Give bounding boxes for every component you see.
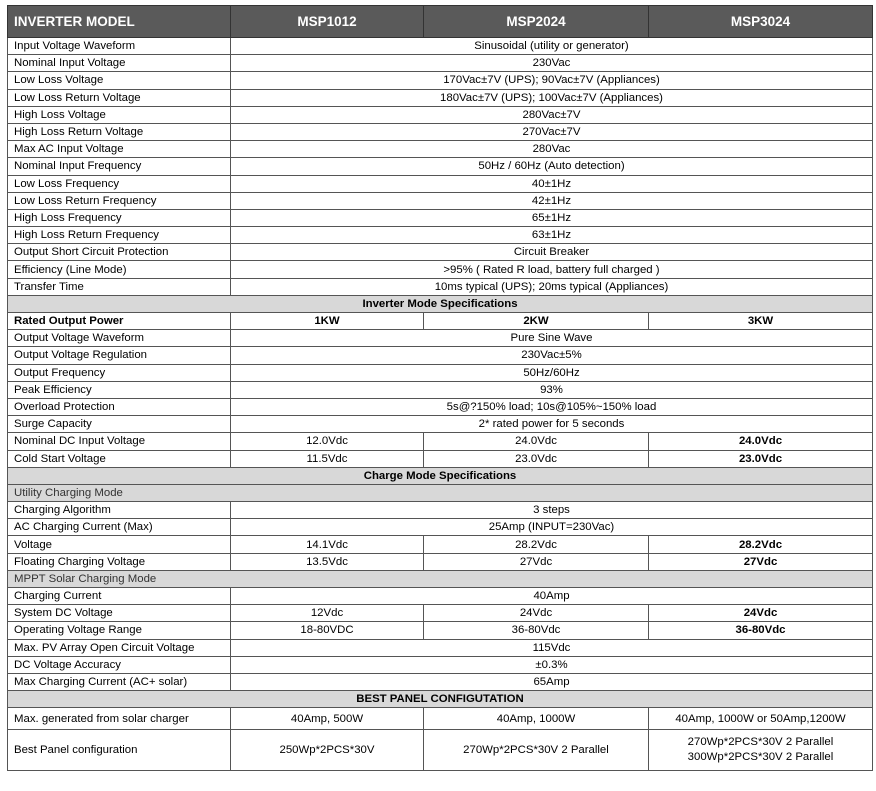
- spec-label: High Loss Return Voltage: [8, 123, 231, 140]
- spec-value: 42±1Hz: [231, 192, 873, 209]
- subsection-utility: [8, 484, 873, 501]
- spec-row: [8, 158, 873, 175]
- spec-value: 50Hz / 60Hz (Auto detection): [231, 158, 873, 175]
- spec-row: [8, 588, 873, 605]
- spec-label: AC Charging Current (Max): [8, 519, 231, 536]
- spec-label: Transfer Time: [8, 278, 231, 295]
- spec-label: Max. generated from solar charger: [8, 708, 231, 730]
- spec-row: [8, 416, 873, 433]
- spec-value: 1KW: [231, 313, 424, 330]
- spec-value: 23.0Vdc: [649, 450, 873, 467]
- table-header: [8, 6, 873, 38]
- spec-row: [8, 553, 873, 570]
- spec-row: [8, 708, 873, 730]
- spec-value: 23.0Vdc: [424, 450, 649, 467]
- spec-value: 24.0Vdc: [424, 433, 649, 450]
- spec-label: Charging Algorithm: [8, 502, 231, 519]
- spec-value: 170Vac±7V (UPS); 90Vac±7V (Appliances): [231, 72, 873, 89]
- spec-value: 10ms typical (UPS); 20ms typical (Appliances): [231, 278, 873, 295]
- spec-label: Nominal Input Voltage: [8, 55, 231, 72]
- spec-value: 3 steps: [231, 502, 873, 519]
- model-name: MSP1012: [231, 6, 424, 38]
- spec-value: 230Vac±5%: [231, 347, 873, 364]
- model-name: MSP2024: [424, 6, 649, 38]
- subsection-title: Utility Charging Mode: [8, 484, 873, 501]
- spec-row: [8, 450, 873, 467]
- spec-label: Surge Capacity: [8, 416, 231, 433]
- spec-value: 40Amp, 1000W: [424, 708, 649, 730]
- spec-label: Output Frequency: [8, 364, 231, 381]
- spec-label: Charging Current: [8, 588, 231, 605]
- spec-value: 115Vdc: [231, 639, 873, 656]
- spec-sheet: [7, 5, 872, 771]
- spec-value: 24Vdc: [649, 605, 873, 622]
- spec-value: 63±1Hz: [231, 227, 873, 244]
- spec-value: 250Wp*2PCS*30V: [231, 730, 424, 771]
- best-config-row: [8, 730, 873, 771]
- spec-label: Nominal DC Input Voltage: [8, 433, 231, 450]
- spec-row: [8, 639, 873, 656]
- section-panel: [8, 691, 873, 708]
- spec-row: [8, 364, 873, 381]
- spec-value: 93%: [231, 381, 873, 398]
- spec-value: [649, 730, 873, 771]
- spec-row: [8, 278, 873, 295]
- spec-value: 12Vdc: [231, 605, 424, 622]
- spec-row: [8, 244, 873, 261]
- spec-row: [8, 209, 873, 226]
- spec-row: [8, 175, 873, 192]
- section-title: BEST PANEL CONFIGUTATION: [8, 691, 873, 708]
- subsection-title: MPPT Solar Charging Mode: [8, 570, 873, 587]
- spec-label: Floating Charging Voltage: [8, 553, 231, 570]
- spec-label: High Loss Return Frequency: [8, 227, 231, 244]
- spec-row: [8, 106, 873, 123]
- spec-label: Best Panel configuration: [8, 730, 231, 771]
- spec-row: [8, 89, 873, 106]
- spec-table: [7, 5, 873, 771]
- spec-value: >95% ( Rated R load, battery full charged ): [231, 261, 873, 278]
- spec-value: 270Vac±7V: [231, 123, 873, 140]
- spec-value: 230Vac: [231, 55, 873, 72]
- spec-row: [8, 673, 873, 690]
- spec-label: Output Short Circuit Protection: [8, 244, 231, 261]
- spec-row: [8, 261, 873, 278]
- spec-label: Output Voltage Waveform: [8, 330, 231, 347]
- spec-value: 40Amp, 1000W or 50Amp,1200W: [649, 708, 873, 730]
- spec-value: 65±1Hz: [231, 209, 873, 226]
- spec-label: Max Charging Current (AC+ solar): [8, 673, 231, 690]
- spec-label: Output Voltage Regulation: [8, 347, 231, 364]
- spec-row: [8, 605, 873, 622]
- spec-value: Pure Sine Wave: [231, 330, 873, 347]
- section-title: Charge Mode Specifications: [8, 467, 873, 484]
- spec-value: 14.1Vdc: [231, 536, 424, 553]
- spec-value: 50Hz/60Hz: [231, 364, 873, 381]
- spec-row: [8, 123, 873, 140]
- spec-label: DC Voltage Accuracy: [8, 656, 231, 673]
- spec-value: 24.0Vdc: [649, 433, 873, 450]
- spec-row: [8, 141, 873, 158]
- config-line: 300Wp*2PCS*30V 2 Parallel: [687, 751, 834, 764]
- spec-value: 180Vac±7V (UPS); 100Vac±7V (Appliances): [231, 89, 873, 106]
- spec-label: Max. PV Array Open Circuit Voltage: [8, 639, 231, 656]
- spec-row: [8, 381, 873, 398]
- spec-value: 12.0Vdc: [231, 433, 424, 450]
- spec-value: 27Vdc: [424, 553, 649, 570]
- spec-label: Cold Start Voltage: [8, 450, 231, 467]
- spec-value: 24Vdc: [424, 605, 649, 622]
- spec-label: Overload Protection: [8, 398, 231, 415]
- spec-row: [8, 502, 873, 519]
- spec-value: 28.2Vdc: [649, 536, 873, 553]
- spec-value: 40Amp: [231, 588, 873, 605]
- spec-value: 2* rated power for 5 seconds: [231, 416, 873, 433]
- section-title: Inverter Mode Specifications: [8, 295, 873, 312]
- spec-value: 2KW: [424, 313, 649, 330]
- spec-label: Input Voltage Waveform: [8, 38, 231, 55]
- spec-row: [8, 330, 873, 347]
- spec-label: Low Loss Return Frequency: [8, 192, 231, 209]
- spec-value: 65Amp: [231, 673, 873, 690]
- spec-row: [8, 536, 873, 553]
- spec-label: Nominal Input Frequency: [8, 158, 231, 175]
- spec-value: 36-80Vdc: [649, 622, 873, 639]
- spec-label: Operating Voltage Range: [8, 622, 231, 639]
- spec-value: Circuit Breaker: [231, 244, 873, 261]
- spec-label: Peak Efficiency: [8, 381, 231, 398]
- spec-value: 270Wp*2PCS*30V 2 Parallel: [424, 730, 649, 771]
- model-name: MSP3024: [649, 6, 873, 38]
- spec-value: 25Amp (INPUT=230Vac): [231, 519, 873, 536]
- spec-value: 28.2Vdc: [424, 536, 649, 553]
- spec-row: [8, 433, 873, 450]
- spec-label: Voltage: [8, 536, 231, 553]
- spec-row: [8, 55, 873, 72]
- spec-row: [8, 72, 873, 89]
- spec-label: Rated Output Power: [8, 313, 231, 330]
- spec-label: Low Loss Voltage: [8, 72, 231, 89]
- spec-value: 13.5Vdc: [231, 553, 424, 570]
- spec-value: 280Vac: [231, 141, 873, 158]
- spec-value: ±0.3%: [231, 656, 873, 673]
- spec-label: High Loss Voltage: [8, 106, 231, 123]
- spec-row: [8, 622, 873, 639]
- spec-row: [8, 192, 873, 209]
- section-inverter: [8, 295, 873, 312]
- spec-value: 40±1Hz: [231, 175, 873, 192]
- spec-value: 5s@?150% load; 10s@105%~150% load: [231, 398, 873, 415]
- spec-row: [8, 227, 873, 244]
- spec-value: 280Vac±7V: [231, 106, 873, 123]
- spec-label: High Loss Frequency: [8, 209, 231, 226]
- section-charge: [8, 467, 873, 484]
- config-line: 270Wp*2PCS*30V 2 Parallel: [687, 736, 834, 749]
- spec-row: [8, 519, 873, 536]
- spec-value: Sinusoidal (utility or generator): [231, 38, 873, 55]
- spec-row: [8, 38, 873, 55]
- spec-label: Max AC Input Voltage: [8, 141, 231, 158]
- model-label: INVERTER MODEL: [8, 6, 231, 38]
- spec-row: [8, 398, 873, 415]
- spec-value: 40Amp, 500W: [231, 708, 424, 730]
- spec-value: 11.5Vdc: [231, 450, 424, 467]
- spec-label: Efficiency (Line Mode): [8, 261, 231, 278]
- subsection-mppt: [8, 570, 873, 587]
- spec-label: System DC Voltage: [8, 605, 231, 622]
- spec-value: 36-80Vdc: [424, 622, 649, 639]
- spec-label: Low Loss Frequency: [8, 175, 231, 192]
- spec-row: [8, 656, 873, 673]
- spec-label: Low Loss Return Voltage: [8, 89, 231, 106]
- spec-value: 27Vdc: [649, 553, 873, 570]
- spec-value: 3KW: [649, 313, 873, 330]
- rated-output-row: [8, 313, 873, 330]
- spec-value: 18-80VDC: [231, 622, 424, 639]
- spec-row: [8, 347, 873, 364]
